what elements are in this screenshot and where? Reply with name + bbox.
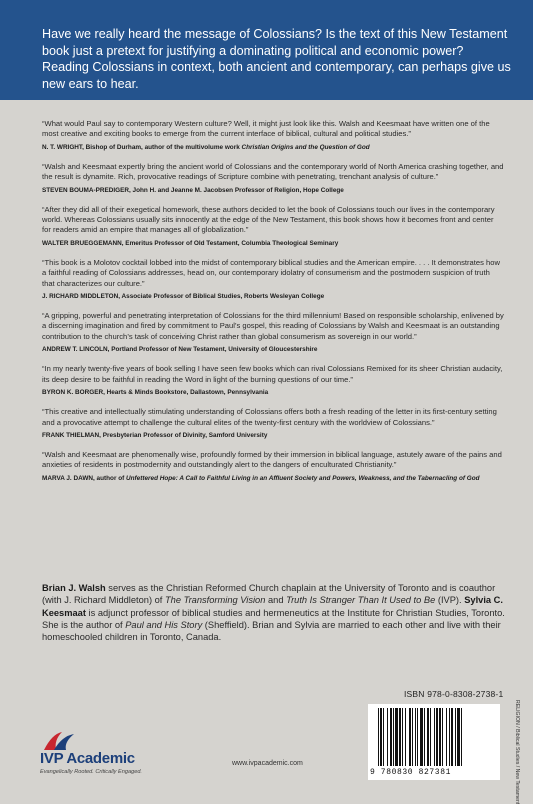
category-label (508, 700, 522, 804)
endorsement-attribution (42, 474, 504, 483)
endorsement-attribution: BYRON K. BORGER, Hearts & Minds Bookstore, Dallastown, Pennsylvania (42, 389, 269, 397)
intro-band (0, 0, 533, 100)
endorsement-attribution: J. RICHARD MIDDLETON, Associate Professor of Biblical Studies, Roberts Wesleyan College (42, 293, 325, 301)
endorsement-attribution (42, 143, 504, 152)
bio-text: is adjunct professor of biblical studies and hermeneutics at the Institute for Christian Studies, Toronto. She is the author of (42, 607, 505, 630)
endorsement-quote: “Walsh and Keesmaat are phenomenally wise, profoundly formed by their immersion in biblical language, astutely aware of the pains and anxieties of residents in postmodernity and outstandingly alert to the dangers of enculturated Christianity.” (42, 449, 502, 470)
attribution-work: Unfettered Hope: A Call to Faithful Living in an Affluent Society and Powers, Weakness, and the Tabernacling of God (126, 474, 480, 482)
bio-text: and (265, 595, 287, 606)
endorsement (42, 205, 504, 248)
isbn: ISBN 978-0-8308-2738-1 (404, 689, 504, 699)
attribution-name: MARVA J. DAWN, author of (42, 474, 127, 482)
author-name: Sylvia C. Keesmaat (42, 595, 503, 618)
endorsement (42, 450, 504, 483)
barcode-bars (372, 706, 496, 768)
barcode-digits: 9 780830 827381 (370, 768, 452, 777)
endorsement-quote: “What would Paul say to contemporary Western culture? Well, it might just look like this. Walsh and Keesmaat have written one of the most creative and exciting books to emerge from the current interface of biblical, cultural and political studies.” (42, 119, 490, 139)
intro-text: Have we really heard the message of Colossians? Is the text of this New Testament book just a pretext for justifying a dominating political and economic power? Reading Colossians in context, both ancient and contemporary, can perhaps give us new ears to hear. (42, 27, 511, 91)
logo-mark-icon (42, 730, 82, 752)
endorsement-quote: “After they did all of their exegetical homework, these authors decided to let the book of Colossians touch our lives in the contemporary world. Whereas Colossians usually sits innocently at the edge of the New Testament, this book shows how it becomes front and center for readers amid an empire that manages all of globalization.” (42, 204, 495, 235)
endorsement (42, 162, 504, 195)
endorsement (42, 407, 504, 440)
endorsement-attribution: ANDREW T. LINCOLN, Portland Professor of New Testament, University of Gloucestershire (42, 346, 318, 354)
book-title: Truth Is Stranger Than It Used to Be (286, 595, 436, 606)
publisher-name: IVP Academic (40, 750, 135, 767)
endorsement-quote: “A gripping, powerful and penetrating interpretation of Colossians for the third millennium! Based on responsible scholarship, enlivened by a discerning imagination and fired by commitment to Paul’s gospel, this reading of Colossians by Walsh and Keesmaat is an outstanding contribution to the church’s task of conceiving Christ rather than global consumerism as sovereign in our world.” (42, 311, 504, 341)
endorsement-quote: “This book is a Molotov cocktail lobbed into the midst of contemporary biblical studies and the American empire. . . . It demonstrates how a faithful reading of Colossians addresses, head on, our contemporary idolatry of consumerism and the postmodern suspicion of truth that characterizes our culture.” (42, 257, 500, 288)
endorsement-attribution: FRANK THIELMAN, Presbyterian Professor of Divinity, Samford University (42, 431, 268, 439)
endorsements (42, 119, 504, 493)
endorsement-attribution: STEVEN BOUMA-PREDIGER, John H. and Jeanne M. Jacobsen Professor of Religion, Hope College (42, 186, 344, 194)
book-title: The Transforming Vision (164, 595, 266, 606)
publisher-website: www.ivpacademic.com (232, 760, 303, 767)
endorsement (42, 258, 504, 301)
author-bio (42, 582, 517, 643)
attribution-work: Christian Origins and the Question of God (241, 143, 370, 151)
endorsement-quote: “In my nearly twenty-five years of book selling I have seen few books which can rival Colossians Remixed for its sheer Christian audacity, its deep desire to be faithful in reading the Word in light of the burning questions of our time.” (42, 364, 503, 384)
publisher-tagline: Evangelically Rooted. Critically Engaged. (40, 769, 142, 775)
attribution-name: N. T. WRIGHT, Bishop of Durham, author of the multivolume work (42, 143, 242, 151)
publisher-logo (40, 730, 170, 780)
category-text: RELIGION / Biblical Studies / New Testament (514, 700, 520, 804)
endorsement-attribution: WALTER BRUEGGEMANN, Emeritus Professor of Old Testament, Columbia Theological Seminary (42, 239, 339, 247)
book-title: Paul and His Story (125, 619, 203, 630)
bio-text: (Sheffield). Brian and Sylvia are married to each other and live with their homeschooled children in Toronto, Canada. (42, 619, 501, 643)
endorsement-quote: “Walsh and Keesmaat expertly bring the ancient world of Colossians and the contemporary world of North America crashing together, and the result is dynamite. Rich, provocative readings of Scripture combine with penetrating, trenchant analysis of culture.” (42, 161, 504, 182)
endorsement (42, 364, 504, 397)
barcode (368, 704, 500, 780)
endorsement (42, 119, 504, 152)
author-name: Brian J. Walsh (42, 583, 106, 593)
bio-text: serves as the Christian Reformed Church chaplain at the University of Toronto and is coauthor (with J. Richard Middleton) of (42, 583, 496, 606)
endorsement (42, 311, 504, 354)
endorsement-quote: “This creative and intellectually stimulating understanding of Colossians offers both a fresh reading of the letter in its first-century setting and a provocative attempt to challenge the cultural elites of the twenty-first century with the worldview of Colossians.” (42, 407, 497, 427)
bio-text: (IVP). (435, 595, 465, 606)
